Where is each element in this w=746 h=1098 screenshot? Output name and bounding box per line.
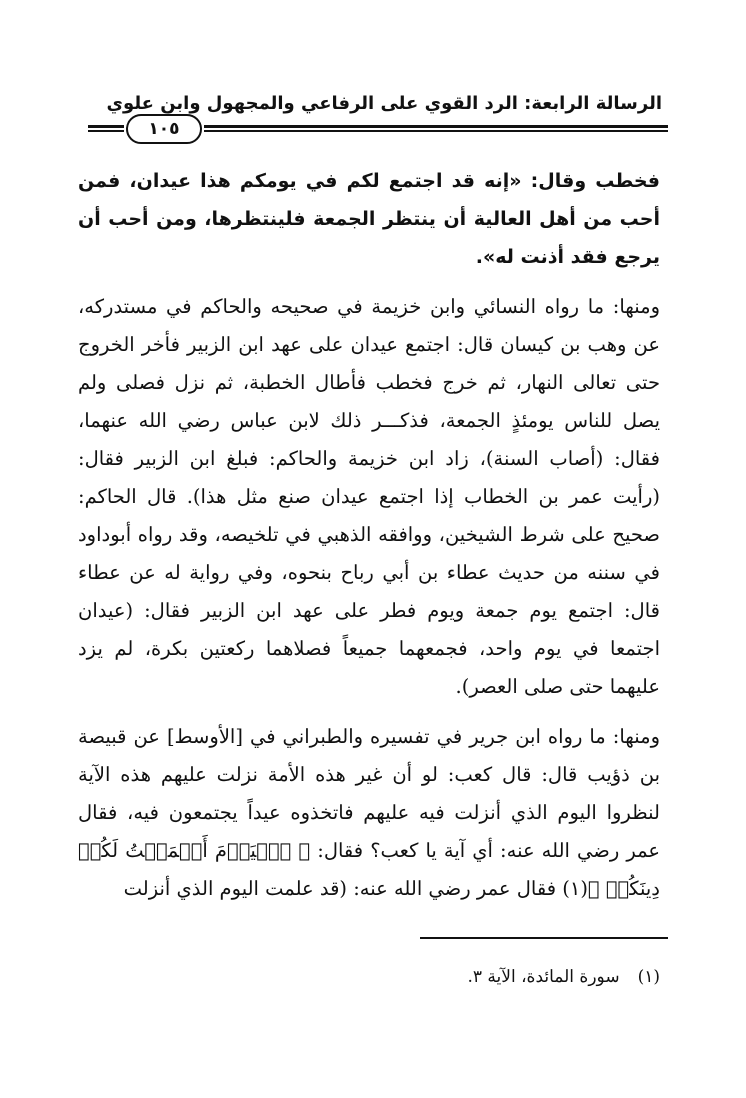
header-rule-left xyxy=(88,124,124,134)
paragraph-ibn-jarir-narration: ومنها: ما رواه ابن جرير في تفسيره والطبراني في [الأوسط] عن قبيصة بن ذؤيب قال: قال كعب: لو أن غير هذه الأمة نزلت عليهم هذه الآية لنظروا اليوم الذي أنزلت فيه عليهم فاتخذوه عيداً يجتمعون فيه، فقال عمر رضي الله عنه: أي آية يا كعب؟ فقال: ﴿ ٱلۡيَوۡمَ أَكۡمَلۡتُ لَكُمۡ دِينَكُمۡ ﴾(١) فقال عمر رضي الله عنه: (قد علمت اليوم الذي أنزلت xyxy=(78,725,660,900)
footnote xyxy=(78,964,660,990)
footnote-text: سورة المائدة، الآية ٣. xyxy=(467,967,620,987)
header-rule-right-thick xyxy=(204,125,668,128)
page-number: ١٠٥ xyxy=(126,114,202,144)
paragraph-nasai-narration: ومنها: ما رواه النسائي وابن خزيمة في صحيحه والحاكم في مستدركه، عن وهب بن كيسان قال: اجتمع عيدان على عهد ابن الزبير فأخر الخروج حتى تعالى النهار، ثم خرج فخطب فأطال الخطبة، ثم نزل فصلى ولم يصل للناس يومئذٍ الجمعة، فذكـــر ذلك لابن عباس رضي الله عنهما، فقال: (أصاب السنة)، زاد ابن خزيمة والحاكم: فبلغ ابن الزبير فقال: (رأيت عمر بن الخطاب إذا اجتمع عيدان صنع مثل هذا). قال الحاكم: صحيح على شرط الشيخين، ووافقه الذهبي في تلخيصه، وقد رواه أبوداود في سننه من حديث عطاء بن أبي رباح بنحوه، وفي رواية له عن عطاء قال: اجتمع يوم جمعة ويوم فطر على عهد ابن الزبير فقال: (عيدان اجتمعا في يوم واحد، فجمعهما جميعاً فصلاهما ركعتين بكرة، لم يزد عليهما حتى صلى العصر). xyxy=(78,295,660,698)
header-rule-left-thin xyxy=(88,130,124,132)
paragraph-hadith-two-eids: فخطب وقال: «إنه قد اجتمع لكم في يومكم هذا عيدان، فمن أحب من أهل العالية أن ينتظر الجمعة فلينتظرها، ومن أحب أن يرجع فقد أذنت له». xyxy=(78,170,660,268)
body-text xyxy=(78,162,660,908)
footnote-marker: (١) xyxy=(637,967,660,987)
header-rule-right xyxy=(204,124,668,134)
running-header: الرسالة الرابعة: الرد القوي على الرفاعي والمجهول وابن علوي xyxy=(106,93,662,114)
header-rule-left-thick xyxy=(88,125,124,128)
footnote-divider xyxy=(420,937,668,939)
header-rule-right-thin xyxy=(204,130,668,132)
